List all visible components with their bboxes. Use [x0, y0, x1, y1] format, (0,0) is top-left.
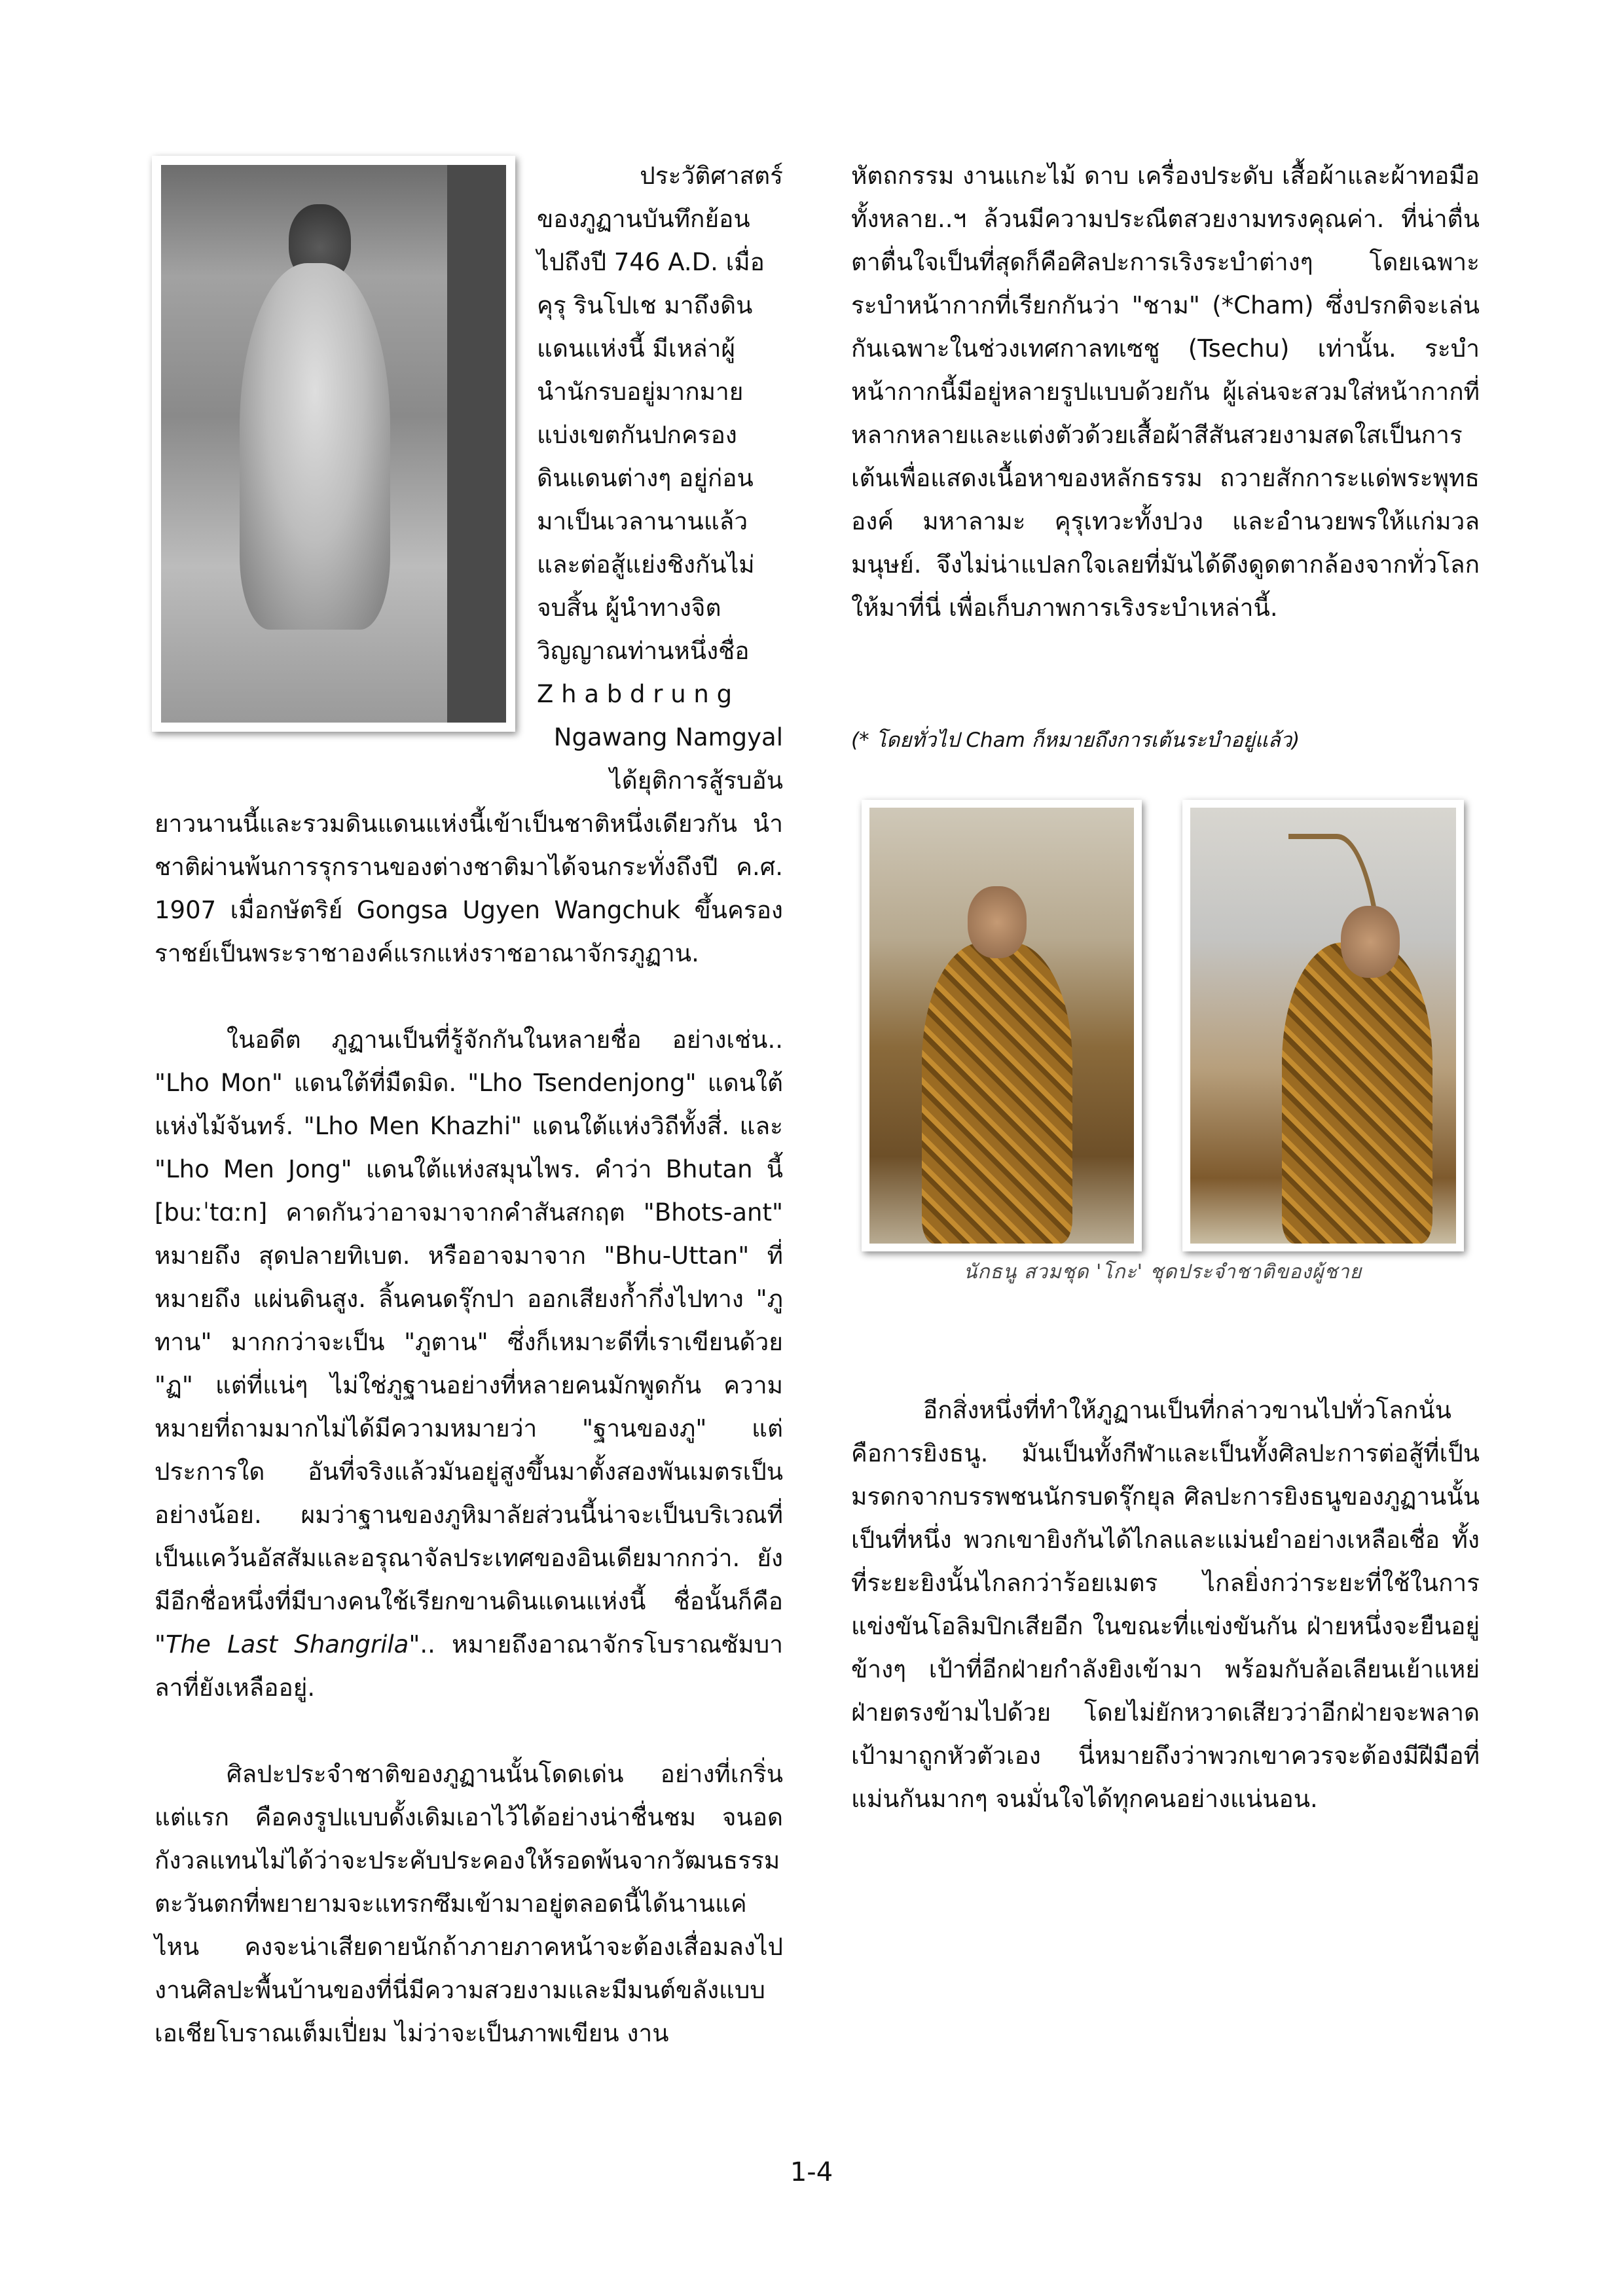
wrap-line: ได้ยุติการสู้รบอัน [610, 766, 783, 795]
page-number: 1-4 [790, 2157, 833, 2187]
wrap-line: ของภูฏานบันทึกย้อน [537, 205, 750, 233]
paragraph-names [155, 1018, 783, 1710]
wrap-line: คุรุ รินโปเช มาถึงดิน [537, 291, 753, 319]
wrap-line: Ngawang Namgyal [553, 723, 783, 751]
photo-caption: นักธนู สวมชุด 'โกะ' ชุดประจำชาติของผู้ชาย [963, 1261, 1362, 1283]
wrap-line: ดินแดนต่างๆ อยู่ก่อน [537, 464, 754, 492]
paragraph-history: ยาวนานนี้และรวมดินแดนแห่งนี้เข้าเป็นชาติหนึ่งเดียวกัน นำชาติผ่านพ้นการรุกรานของต่างชาติมาได้จนกระทั่งถึงปี ค.ศ. 1907 เมื่อกษัตริย์ Gongsa Ugyen Wangchuk ขึ้นครองราชย์เป็นพระราชาองค์แรกแห่งราชอาณาจักรภูฏาน. [155, 810, 783, 967]
wrap-line: ประวัติศาสตร์ [640, 162, 783, 190]
archer-photo-left [862, 800, 1142, 1251]
right-column-top [851, 154, 1480, 630]
shangrila-title: "The Last Shangrila" [155, 1630, 420, 1659]
paragraph-names-tail: .. หมายถึงอาณาจักรโบราณซัมบาลาที่ยังเหลืออยู่. [155, 1630, 783, 1702]
paragraph-archery: อีกสิ่งหนึ่งที่ทำให้ภูฏานเป็นที่กล่าวขานไปทั่วโลกนั่นคือการยิงธนู. มันเป็นทั้งกีฬาและเป็นทั้งศิลปะการต่อสู้ที่เป็นมรดกจากบรรพชนนักรบดรุ๊กยุล ศิลปะการยิงธนูของภูฏานนั้นเป็นที่หนึ่ง พวกเขายิงกันได้ไกลและแม่นยำอย่างเหลือเชื่อ ทั้งที่ระยะยิงนั้นไกลกว่าร้อยเมตร ไกลยิ่งกว่าระยะที่ใช้ในการแข่งขันโอลิมปิกเสียอีก ในขณะที่แข่งขันกัน ฝ่ายหนึ่งจะยืนอยู่ข้างๆ เป้าที่อีกฝ่ายกำลังยิงเข้ามา พร้อมกับล้อเลียนเย้าแหย่ฝ่ายตรงข้ามไปด้วย โดยไม่ยักหวาดเสียวว่าอีกฝ่ายจะพลาดเป้ามาถูกหัวตัวเอง นี่หมายถึงว่าพวกเขาควรจะต้องมีฝีมือที่แม่นกันมากๆ จนมั่นใจได้ทุกคนอย่างแน่นอน. [851, 1396, 1480, 1813]
wrap-line: นำนักรบอยู่มากมาย [537, 378, 744, 406]
wrap-line: Z h a b d r u n g [537, 680, 733, 708]
paragraph-names-text: ในอดีต ภูฏานเป็นที่รู้จักกันในหลายชื่อ อย่างเช่น.. "Lho Mon" แดนใต้ที่มืดมิด. "Lho Tsendenjong" แดนใต้แห่งไม้จันทร์. "Lho Men Khazhi" แดนใต้แห่งวิถีทั้งสี่. และ "Lho Men Jong" แดนใต้แห่งสมุนไพร. คำว่า Bhutan นี้ [buːˈtɑːn] คาดกันว่าอาจมาจากคำสันสกฤต "Bhots-ant" หมายถึง สุดปลายทิเบต. หรืออาจมาจาก "Bhu-Uttan" ที่หมายถึง แผ่นดินสูง. ลิ้นคนดรุ๊กปา ออกเสียงก้ำกึ่งไปทาง "ภูทาน" มากกว่าจะเป็น "ภูตาน" ซึ่งก็เหมาะดีที่เราเขียนด้วย "ฏ" แต่ที่แน่ๆ ไม่ใช่ภูฐานอย่างที่หลายคนมักพูดกัน ความหมายที่ถามมากไม่ได้มีความหมายว่า "ฐานของภู" แต่ประการใด อันที่จริงแล้วมันอยู่สูงขึ้นมาตั้งสองพันเมตรเป็นอย่างน้อย. ผมว่าฐานของภูหิมาลัยส่วนนี้น่าจะเป็นบริเวณที่เป็นแคว้นอัสสัมและอรุณาจัลประเทศของอินเดียมากกว่า. ยังมีอีกชื่อหนึ่งที่มีบางคนใช้เรียกขานดินแดนแห่งนี้ ชื่อนั้นก็คือ [155, 1026, 783, 1615]
archer-figure [922, 942, 1072, 1244]
wrap-line: แบ่งเขตกันปกครอง [537, 421, 737, 449]
wrap-line: แดนแห่งนี้ มีเหล่าผู้ [537, 334, 736, 363]
right-column-bottom [851, 1389, 1480, 1821]
paragraph-arts: ศิลปะประจำชาติของภูฏานนั้นโดดเด่น อย่างที่เกริ่นแต่แรก คือคงรูปแบบดั้งเดิมเอาไว้ได้อย่างน่าชื่นชม จนอดกังวลแทนไม่ได้ว่าจะประคับประคองให้รอดพ้นจากวัฒนธรรมตะวันตกที่พยายามจะแทรกซึมเข้ามาอยู่ตลอดนี้ได้นานแค่ไหน คงจะน่าเสียดายนักถ้าภายภาคหน้าจะต้องเสื่อมลงไป งานศิลปะพื้นบ้านของที่นี่มีความสวยงามและมีมนต์ขลังแบบเอเชียโบราณเต็มเปี่ยม ไม่ว่าจะเป็นภาพเขียน งาน [155, 1760, 783, 2047]
archer-head [1341, 906, 1400, 978]
wrap-line: วิญญาณท่านหนึ่งชื่อ [537, 637, 750, 665]
archer-photo-right [1182, 800, 1464, 1251]
archer-figure [1282, 942, 1432, 1244]
wrap-line: มาเป็นเวลานานแล้ว [537, 507, 748, 535]
photo-figure-body [240, 263, 390, 630]
historical-portrait-photo [152, 156, 515, 732]
paragraph-crafts: หัตถกรรม งานแกะไม้ ดาบ เครื่องประดับ เสื้อผ้าและผ้าทอมือทั้งหลาย..ฯ ล้วนมีความประณีตสวยงามทรงคุณค่า. ที่น่าตื่นตาตื่นใจเป็นที่สุดก็คือศิลปะการเริงระบำต่างๆ โดยเฉพาะระบำหน้ากากที่เรียกกันว่า "ชาม" (*Cham) ซึ่งปรกติจะเล่นกันเฉพาะในช่วงเทศกาลทเซชู (Tsechu) เท่านั้น. ระบำหน้ากากนี้มีอยู่หลายรูปแบบด้วยกัน ผู้เล่นจะสวมใส่หน้ากากที่หลากหลายและแต่งตัวด้วยเสื้อผ้าสีสันสวยงามสดใสเป็นการเต้นเพื่อแสดงเนื้อหาของหลักธรรม ถวายสักการะแด่พระพุทธองค์ มหาลามะ คุรุเทวะทั้งปวง และอำนวยพรให้แก่มวลมนุษย์. จึงไม่น่าแปลกใจเลยที่มันได้ดึงดูดตากล้องจากทั่วโลกให้มาที่นี่ เพื่อเก็บภาพการเริงระบำเหล่านี้. [851, 162, 1480, 622]
archer-head [968, 886, 1027, 958]
left-column [155, 802, 783, 2055]
wrap-line: ไปถึงปี 746 A.D. เมื่อ [537, 248, 765, 276]
footnote-cham: (* โดยทั่วไป Cham ก็หมายถึงการเต้นระบำอยู่แล้ว) [851, 728, 1300, 752]
wrap-line: จบสิ้น ผู้นำทางจิต [537, 594, 721, 622]
wrap-line: และต่อสู้แย่งชิงกันไม่ [537, 550, 755, 579]
photo-wrap-text [537, 154, 783, 802]
photo-doorway [447, 165, 506, 723]
